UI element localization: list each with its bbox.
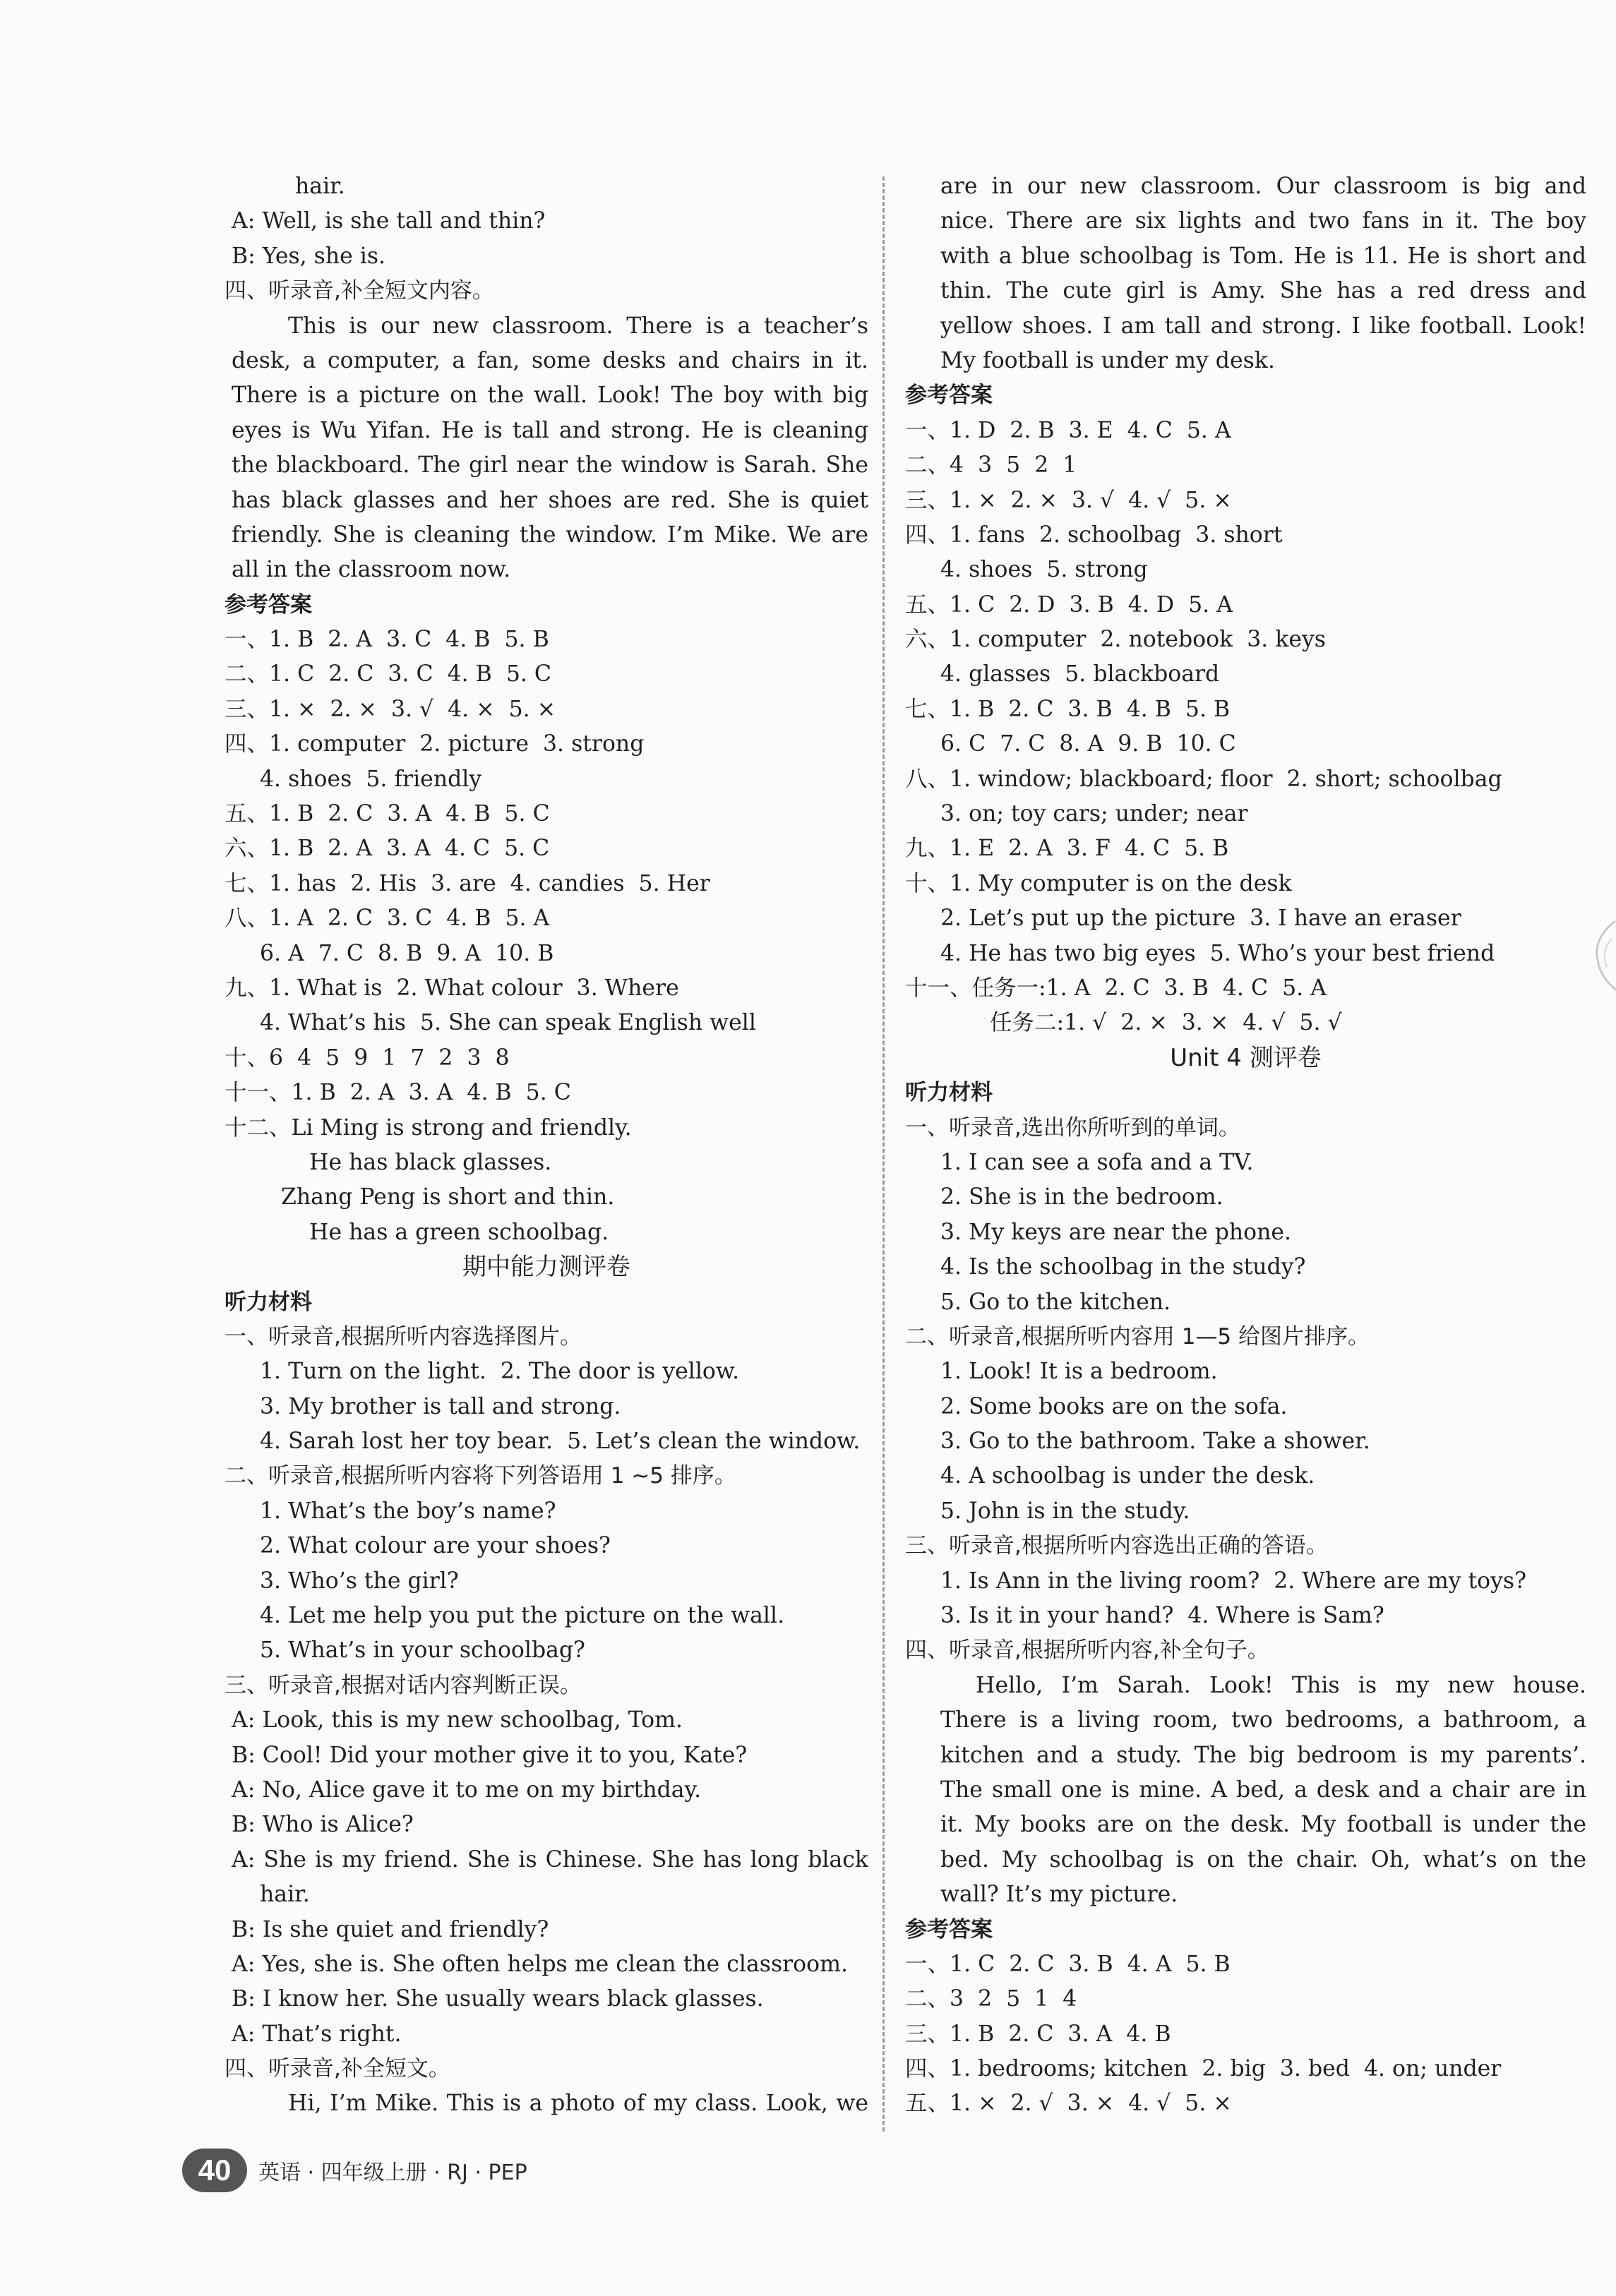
left-text-line: A: No, Alice gave it to me on my birthday. <box>232 1777 702 1803</box>
left-text-line: 参考答案 <box>225 591 312 618</box>
right-text-line: 4. A schoolbag is under the desk. <box>940 1463 1315 1489</box>
left-text-line: friendly. She is cleaning the window. I’m Mike. We are <box>232 522 868 548</box>
right-text-line: 四、听录音,根据所听内容,补全句子。 <box>905 1637 1269 1664</box>
binding-edge-mark <box>1580 918 1616 995</box>
left-text-line: 十、6 4 5 9 1 7 2 3 8 <box>225 1045 510 1071</box>
page-footer <box>182 2146 527 2195</box>
right-text-line: 三、听录音,根据所听内容选出正确的答语。 <box>905 1533 1328 1559</box>
left-text-line: There is a picture on the wall. Look! The boy with big <box>232 383 868 409</box>
left-text-line: 1. What’s the boy’s name? <box>260 1498 556 1524</box>
right-text-line: 三、1. × 2. × 3. √ 4. √ 5. × <box>905 487 1232 513</box>
left-text-line: 四、1. computer 2. picture 3. strong <box>225 731 645 757</box>
right-text-line: bed. My schoolbag is on the chair. Oh, what’s on the <box>940 1846 1586 1873</box>
right-text-line: 5. Go to the kitchen. <box>940 1289 1171 1315</box>
right-text-line: 一、1. C 2. C 3. B 4. A 5. B <box>905 1951 1231 1977</box>
left-text-line: He has a green schoolbag. <box>309 1219 609 1245</box>
right-text-line: 1. Is Ann in the living room? 2. Where are my toys? <box>940 1568 1526 1594</box>
left-text-line: 1. Turn on the light. 2. The door is yellow. <box>260 1359 740 1385</box>
right-text-line: 四、1. bedrooms; kitchen 2. big 3. bed 4. on; under <box>905 2056 1502 2082</box>
left-text-line: 3. My brother is tall and strong. <box>260 1393 621 1419</box>
right-text-line: Hello, I’m Sarah. Look! This is my new house. <box>976 1672 1586 1698</box>
left-text-line: 三、1. × 2. × 3. √ 4. × 5. × <box>225 696 556 722</box>
left-text-line: 4. What’s his 5. She can speak English well <box>260 1010 756 1036</box>
right-text-line: My football is under my desk. <box>940 347 1275 373</box>
right-text-line: 听力材料 <box>905 1080 993 1106</box>
right-text-line: 五、1. C 2. D 3. B 4. D 5. A <box>905 591 1233 618</box>
left-text-line: 2. What colour are your shoes? <box>260 1533 611 1559</box>
left-text-line: Hi, I’m Mike. This is a photo of my class. Look, we <box>288 2091 868 2117</box>
column-divider <box>882 176 885 2132</box>
right-text-line: There is a living room, two bedrooms, a bathroom, a <box>940 1707 1586 1733</box>
right-text-line: 七、1. B 2. C 3. B 4. B 5. B <box>905 696 1231 722</box>
right-text-line: 2. Let’s put up the picture 3. I have an eraser <box>940 906 1461 932</box>
left-text-line: A: Yes, she is. She often helps me clean the classroom. <box>232 1951 848 1977</box>
left-text-line: 一、1. B 2. A 3. C 4. B 5. B <box>225 627 549 653</box>
right-text-line: 一、听录音,选出你所听到的单词。 <box>905 1114 1240 1141</box>
left-text-line: This is our new classroom. There is a teacher’s <box>288 313 868 339</box>
left-text-line: 三、听录音,根据对话内容判断正误。 <box>225 1672 582 1698</box>
left-text-line: 5. What’s in your schoolbag? <box>260 1637 585 1664</box>
left-text-line: 期中能力测评卷 <box>462 1253 630 1282</box>
right-text-line: 四、1. fans 2. schoolbag 3. short <box>905 522 1283 548</box>
right-text-line: 二、3 2 5 1 4 <box>905 1986 1077 2012</box>
right-text-line: 1. I can see a sofa and a TV. <box>940 1149 1254 1175</box>
left-text-line: 4. Sarah lost her toy bear. 5. Let’s clean the window. <box>260 1429 861 1455</box>
left-text-line: 十二、Li Ming is strong and friendly. <box>225 1114 632 1141</box>
footer-subject-label: 英语 · 四年级上册 · RJ · PEP <box>258 2160 527 2185</box>
left-text-line: hair. <box>295 174 345 199</box>
left-text-line: has black glasses and her shoes are red. She is quiet <box>232 487 868 513</box>
right-text-line: 二、4 3 5 2 1 <box>905 452 1077 479</box>
right-text-line: 4. glasses 5. blackboard <box>940 661 1220 687</box>
right-text-line: 参考答案 <box>905 1916 993 1942</box>
left-text-line: 四、听录音,补全短文。 <box>225 2056 450 2082</box>
left-text-line: A: Look, this is my new schoolbag, Tom. <box>232 1707 683 1733</box>
left-text-line: the blackboard. The girl near the window is Sarah. She <box>232 452 868 479</box>
left-text-line: He has black glasses. <box>309 1149 552 1175</box>
right-text-line: wall? It’s my picture. <box>940 1882 1178 1908</box>
left-text-line: 3. Who’s the girl? <box>260 1568 459 1594</box>
right-text-line: 2. She is in the bedroom. <box>940 1184 1223 1210</box>
left-text-line: B: Is she quiet and friendly? <box>232 1916 549 1942</box>
right-text-line: 十、1. My computer is on the desk <box>905 870 1292 896</box>
right-text-line: nice. There are six lights and two fans in it. The boy <box>940 208 1586 234</box>
left-text-line: B: Yes, she is. <box>232 243 386 269</box>
page-number-badge: 40 <box>182 2148 247 2192</box>
left-text-line: A: Well, is she tall and thin? <box>232 208 546 234</box>
left-text-line: 二、听录音,根据所听内容将下列答语用 1 ~5 排序。 <box>225 1463 736 1489</box>
left-text-line: 六、1. B 2. A 3. A 4. C 5. C <box>225 836 550 862</box>
left-text-line: 4. Let me help you put the picture on the wall. <box>260 1603 785 1629</box>
right-text-line: 九、1. E 2. A 3. F 4. C 5. B <box>905 836 1229 862</box>
right-text-line: 4. Is the schoolbag in the study? <box>940 1254 1306 1280</box>
right-text-line: 六、1. computer 2. notebook 3. keys <box>905 627 1326 653</box>
left-text-line: 九、1. What is 2. What colour 3. Where <box>225 975 679 1001</box>
right-text-line: 5. John is in the study. <box>940 1498 1190 1524</box>
left-text-line: 八、1. A 2. C 3. C 4. B 5. A <box>225 906 550 932</box>
right-text-line: 三、1. B 2. C 3. A 4. B <box>905 2021 1171 2047</box>
right-column <box>905 169 1586 2122</box>
right-text-line: 2. Some books are on the sofa. <box>940 1393 1288 1419</box>
right-text-line: 3. Go to the bathroom. Take a shower. <box>940 1429 1370 1455</box>
right-text-line: with a blue schoolbag is Tom. He is 11. He is short and <box>940 243 1586 269</box>
left-text-line: desk, a computer, a fan, some desks and chairs in it. <box>232 347 868 373</box>
left-text-line: all in the classroom now. <box>232 557 511 583</box>
left-text-line: B: I know her. She usually wears black glasses. <box>232 1986 764 2012</box>
left-text-line: 二、1. C 2. C 3. C 4. B 5. C <box>225 661 551 687</box>
right-text-line: 6. C 7. C 8. A 9. B 10. C <box>940 731 1236 757</box>
left-text-line: eyes is Wu Yifan. He is tall and strong. He is cleaning <box>232 417 868 443</box>
right-text-line: The small one is mine. A bed, a desk and a chair are in <box>940 1777 1586 1803</box>
right-text-line: 3. Is it in your hand? 4. Where is Sam? <box>940 1603 1384 1629</box>
right-text-line: thin. The cute girl is Amy. She has a red dress and <box>940 278 1586 304</box>
right-text-line: yellow shoes. I am tall and strong. I like football. Look! <box>940 313 1586 339</box>
left-text-line: 七、1. has 2. His 3. are 4. candies 5. Her <box>225 870 710 896</box>
left-text-line: A: That’s right. <box>232 2021 402 2047</box>
right-text-line: 八、1. window; blackboard; floor 2. short; schoolbag <box>905 766 1502 792</box>
left-text-line: 一、听录音,根据所听内容选择图片。 <box>225 1323 582 1350</box>
right-text-line: 4. He has two big eyes 5. Who’s your best friend <box>940 940 1495 966</box>
right-text-line: are in our new classroom. Our classroom is big and <box>940 174 1586 199</box>
left-text-line: 听力材料 <box>225 1289 312 1315</box>
left-text-line: 4. shoes 5. friendly <box>260 766 482 792</box>
left-text-line: Zhang Peng is short and thin. <box>281 1184 615 1210</box>
right-text-line: 3. My keys are near the phone. <box>940 1219 1292 1245</box>
left-text-line: B: Who is Alice? <box>232 1812 414 1838</box>
left-text-line: 五、1. B 2. C 3. A 4. B 5. C <box>225 801 550 827</box>
right-text-line: 1. Look! It is a bedroom. <box>940 1359 1218 1385</box>
right-text-line: 一、1. D 2. B 3. E 4. C 5. A <box>905 417 1231 443</box>
left-text-line: B: Cool! Did your mother give it to you, Kate? <box>232 1742 748 1768</box>
right-text-line: 3. on; toy cars; under; near <box>940 801 1248 827</box>
right-text-line: 十一、任务一:1. A 2. C 3. B 4. C 5. A <box>905 975 1327 1001</box>
right-text-line: kitchen and a study. The big bedroom is my parents’. <box>940 1742 1586 1768</box>
right-text-line: 五、1. × 2. √ 3. × 4. √ 5. × <box>905 2091 1232 2117</box>
right-text-line: Unit 4 测评卷 <box>1170 1043 1322 1072</box>
right-text-line: 4. shoes 5. strong <box>940 557 1148 583</box>
right-text-line: 任务二:1. √ 2. × 3. × 4. √ 5. √ <box>990 1010 1342 1036</box>
left-text-line: 四、听录音,补全短文内容。 <box>225 278 494 304</box>
right-text-line: it. My books are on the desk. My football is under the <box>940 1812 1586 1838</box>
left-text-line: hair. <box>260 1882 310 1908</box>
left-text-line: 十一、1. B 2. A 3. A 4. B 5. C <box>225 1080 571 1106</box>
left-text-line: A: She is my friend. She is Chinese. She has long black <box>232 1846 868 1873</box>
left-column <box>225 169 868 2122</box>
left-text-line: 6. A 7. C 8. B 9. A 10. B <box>260 940 554 966</box>
right-text-line: 参考答案 <box>905 383 993 409</box>
right-text-line: 二、听录音,根据所听内容用 1—5 给图片排序。 <box>905 1323 1370 1350</box>
